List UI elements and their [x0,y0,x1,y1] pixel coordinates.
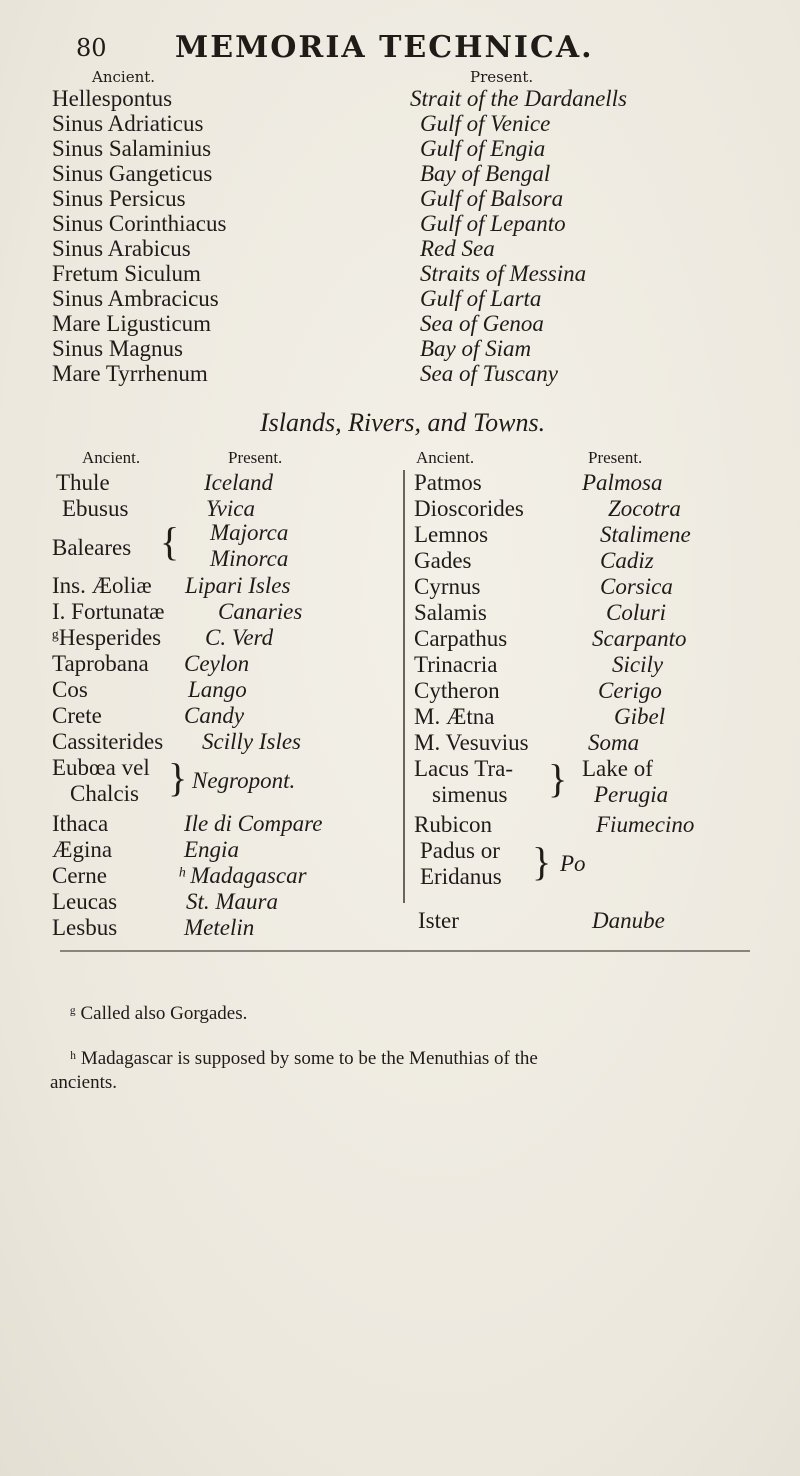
right-ancient-2: Lemnos [414,522,489,547]
seas-present-11: Sea of Tuscany [420,361,558,386]
left-ancient-15: Lesbus [52,915,118,940]
left-ancient-5: ᵍHesperides [52,625,162,650]
seas-ancient-11: Mare Tyrrhenum [52,361,208,386]
brace-baleares: { [160,519,180,564]
right-ancient-11a: Lacus Tra- [414,756,514,781]
footnote-g: ᵍ Called also Gorgades. [70,1003,248,1024]
seas-ancient-9: Mare Ligusticum [52,311,212,336]
left-ancient-14: Leucas [52,889,118,914]
right-present-11b: Perugia [594,782,669,807]
left-present-13: ʰ Madagascar [178,863,307,888]
brace-trasimenus: } [548,756,568,801]
left-present-1: Yvica [206,496,255,521]
right-present-13: Po [560,851,586,876]
left-ancient-8: Crete [52,703,102,728]
left-present-9: Scilly Isles [202,729,301,754]
left-ancient-6: Taprobana [52,651,149,676]
left-ancient-7: Cos [52,677,88,702]
left-ancient-11: Ithaca [52,811,109,836]
seas-ancient-4: Sinus Persicus [52,186,186,211]
table-head-right-present: Present. [588,448,643,467]
seas-ancient-7: Fretum Siculum [52,261,201,286]
right-present-5: Coluri [606,600,667,625]
left-ancient-9: Cassiterides [52,729,164,754]
right-ancient-4: Cyrnus [414,574,481,599]
seas-present-0: Strait of the Dardanells [410,86,628,111]
seas-present-6: Red Sea [420,236,495,261]
left-ancient-2: Baleares [52,535,132,560]
seas-ancient-6: Sinus Arabicus [52,236,191,261]
left-present-4: Canaries [218,599,303,624]
right-ancient-7: Trinacria [414,652,498,677]
right-present-1: Zocotra [608,496,681,521]
left-ancient-10a: Eubœa vel [52,755,150,780]
left-present-14: St. Maura [186,889,278,914]
brace-padus: } [532,839,552,884]
running-title: MEMORIA TECHNICA. [175,30,594,65]
right-ancient-8: Cytheron [414,678,500,703]
left-present-11: Ile di Compare [184,811,323,836]
seas-ancient-10: Sinus Magnus [52,336,183,361]
seas-ancient-8: Sinus Ambracicus [52,286,219,311]
left-present-7: Lango [188,677,247,702]
left-ancient-12: Ægina [52,837,113,862]
left-present-12: Engia [184,837,239,862]
left-present-3: Lipari Isles [185,573,291,598]
left-present-0: Iceland [204,470,273,495]
left-present-8: Candy [184,703,245,728]
seas-head-ancient: Ancient. [92,68,156,86]
right-ancient-11b: simenus [432,782,508,807]
seas-ancient-2: Sinus Salaminius [52,136,212,161]
right-ancient-3: Gades [414,548,472,573]
left-present-5: C. Verd [205,625,274,650]
left-ancient-4: I. Fortunatæ [52,599,165,624]
right-ancient-10: M. Vesuvius [414,730,529,755]
right-present-3: Cadiz [600,548,654,573]
footnote-h: ʰ Madagascar is supposed by some to be the Menuthias of the [70,1048,538,1069]
seas-present-10: Bay of Siam [420,336,532,361]
right-present-6: Scarpanto [592,626,687,651]
right-ancient-12: Rubicon [414,812,492,837]
right-ancient-5: Salamis [414,600,487,625]
right-ancient-13b: Eridanus [420,864,502,889]
left-ancient-3: Ins. Æoliæ [52,573,152,598]
table-head-left-ancient: Ancient. [82,448,141,467]
right-ancient-0: Patmos [414,470,482,495]
left-ancient-0: Thule [56,470,110,495]
right-present-12: Fiumecino [596,812,695,837]
right-ancient-14: Ister [418,908,459,933]
right-present-9: Gibel [614,704,666,729]
left-present-2b: Minorca [210,546,289,571]
column-divider [403,470,405,903]
seas-ancient-3: Sinus Gangeticus [52,161,213,186]
right-ancient-9: M. Ætna [414,704,495,729]
seas-present-4: Gulf of Balsora [420,186,564,211]
seas-present-2: Gulf of Engia [420,136,546,161]
table-head-left-present: Present. [228,448,283,467]
seas-ancient-1: Sinus Adriaticus [52,111,204,136]
right-present-0: Palmosa [582,470,663,495]
right-present-4: Corsica [600,574,673,599]
right-ancient-6: Carpathus [414,626,508,651]
page-number: 80 [76,34,107,62]
left-present-15: Metelin [184,915,255,940]
left-present-6: Ceylon [184,651,250,676]
footnote-rule [60,950,750,952]
seas-present-9: Sea of Genoa [420,311,544,336]
seas-present-5: Gulf of Lepanto [420,211,566,236]
seas-ancient-0: Hellespontus [52,86,173,111]
right-present-7: Sicily [612,652,664,677]
table-head-right-ancient: Ancient. [416,448,475,467]
brace-euboea: } [168,755,188,800]
left-ancient-1: Ebusus [62,496,129,521]
left-present-2a: Majorca [210,520,289,545]
section-title: Islands, Rivers, and Towns. [260,408,546,437]
right-present-2: Stalimene [600,522,691,547]
seas-present-8: Gulf of Larta [420,286,542,311]
footnote-h-cont: ancients. [50,1072,118,1093]
right-present-8: Cerigo [598,678,662,703]
left-present-10: Negropont. [192,768,296,793]
left-ancient-13: Cerne [52,863,107,888]
seas-present-1: Gulf of Venice [420,111,551,136]
right-present-11a: Lake of [582,756,653,781]
right-ancient-13a: Padus or [420,838,500,863]
right-present-14: Danube [592,908,665,933]
seas-present-7: Straits of Messina [420,261,587,286]
seas-head-present: Present. [470,68,534,86]
right-present-10: Soma [588,730,640,755]
seas-present-3: Bay of Bengal [420,161,551,186]
seas-ancient-5: Sinus Corinthiacus [52,211,227,236]
right-ancient-1: Dioscorides [414,496,524,521]
left-ancient-10b: Chalcis [70,781,139,806]
